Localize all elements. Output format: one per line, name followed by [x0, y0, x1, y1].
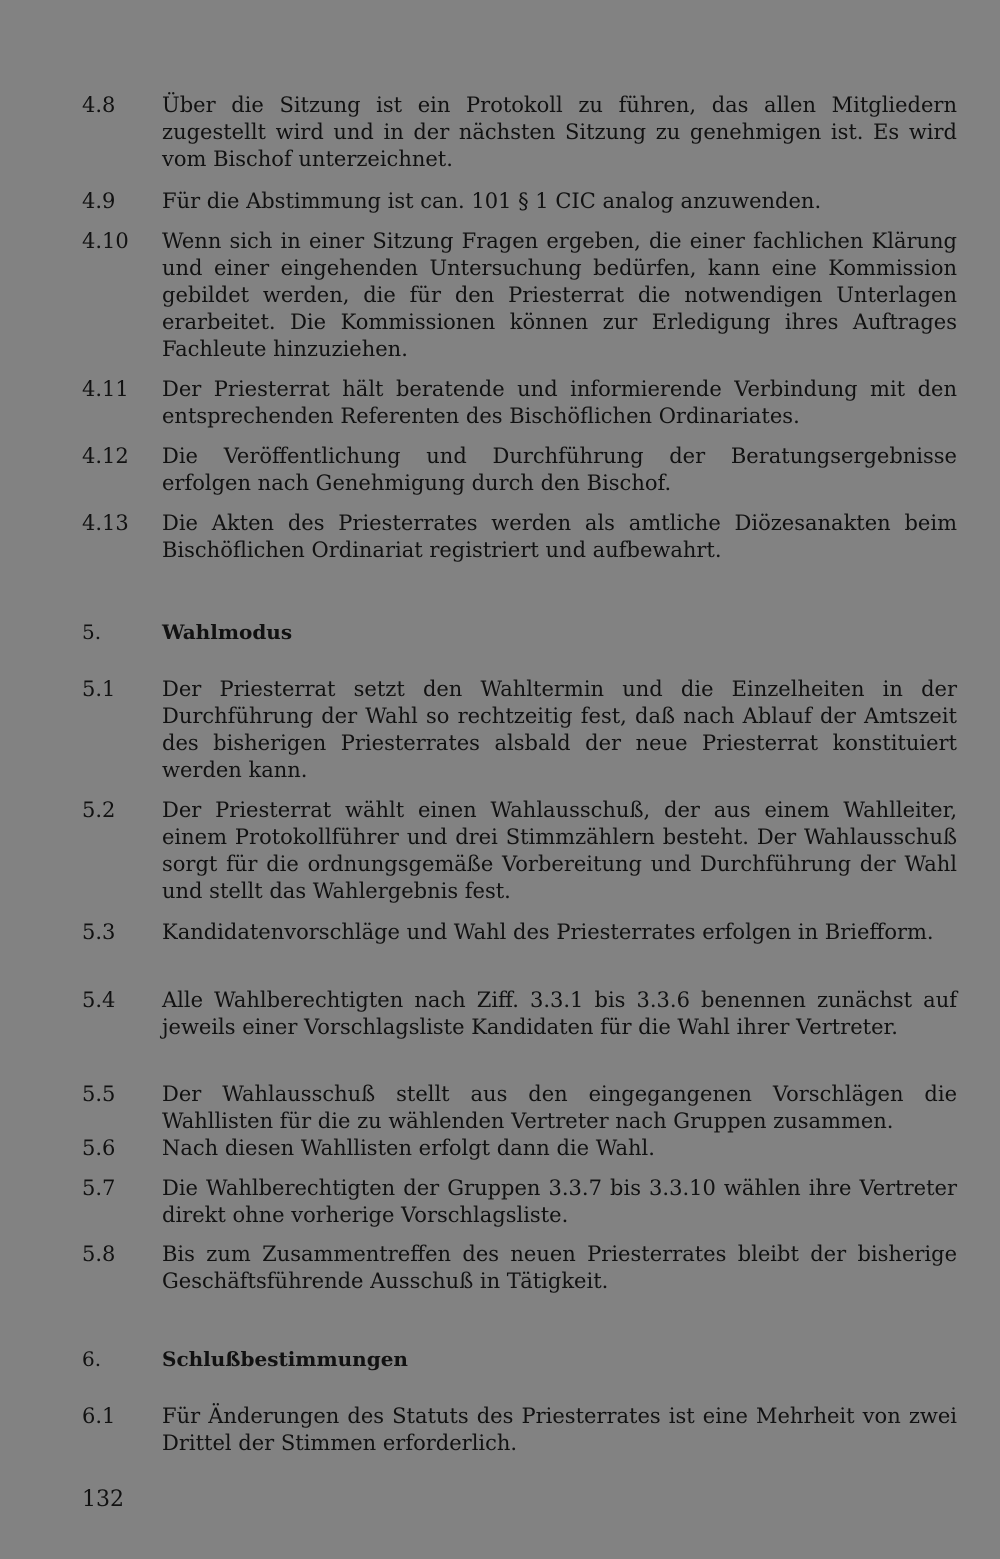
paragraph-5-8 [82, 1241, 957, 1295]
paragraph-5-6 [82, 1135, 957, 1162]
paragraph-text: Die Akten des Priesterrates werden als amtliche Diözesanakten beim Bischöflichen Ordinariat registriert und aufbewahrt. [162, 511, 957, 562]
paragraph-number: 5.8 [82, 1242, 116, 1266]
paragraph-4-13 [82, 510, 957, 564]
paragraph-4-9 [82, 188, 957, 215]
paragraph-number: 6.1 [82, 1404, 116, 1428]
paragraph-4-11 [82, 376, 957, 430]
section-title: Wahlmodus [162, 620, 293, 644]
paragraph-5-1 [82, 676, 957, 784]
paragraph-number: 5.1 [82, 677, 116, 701]
paragraph-text: Der Priesterrat setzt den Wahltermin und die Einzelheiten in der Durchführung der Wahl so rechtzeitig fest, daß nach Ablauf der Amtszeit des bisherigen Priesterrates alsbald der neue Priesterrat konstituiert werden kann. [162, 677, 957, 782]
paragraph-4-12 [82, 443, 957, 497]
paragraph-6-1 [82, 1403, 957, 1457]
paragraph-text: Die Veröffentlichung und Durchführung der Beratungsergebnisse erfolgen nach Genehmigung durch den Bischof. [162, 444, 957, 495]
paragraph-number: 5.2 [82, 798, 116, 822]
paragraph-text: Der Priesterrat wählt einen Wahlausschuß, der aus einem Wahlleiter, einem Protokollführer und drei Stimmzählern besteht. Der Wahlausschuß sorgt für die ordnungsgemäße Vorbereitung und Durchführung der Wahl und stellt das Wahlergebnis fest. [162, 798, 957, 903]
paragraph-number: 4.8 [82, 93, 116, 117]
paragraph-number: 5.7 [82, 1176, 116, 1200]
paragraph-4-10 [82, 228, 957, 363]
paragraph-5-3 [82, 919, 957, 946]
paragraph-number: 4.13 [82, 511, 129, 535]
paragraph-number: 5.6 [82, 1136, 116, 1160]
paragraph-text: Bis zum Zusammentreffen des neuen Priesterrates bleibt der bisherige Geschäftsführende Ausschuß in Tätigkeit. [162, 1242, 957, 1293]
paragraph-number: 4.11 [82, 377, 129, 401]
paragraph-text: Der Wahlausschuß stellt aus den eingegangenen Vorschlägen die Wahllisten für die zu wählenden Vertreter nach Gruppen zusammen. [162, 1082, 957, 1133]
section-number: 5. [82, 620, 102, 644]
paragraph-number: 5.3 [82, 920, 116, 944]
paragraph-number: 4.12 [82, 444, 129, 468]
paragraph-5-7 [82, 1175, 957, 1229]
paragraph-text: Nach diesen Wahllisten erfolgt dann die Wahl. [162, 1136, 655, 1160]
paragraph-5-5 [82, 1081, 957, 1135]
section-heading-6 [82, 1346, 957, 1373]
page-number: 132 [82, 1487, 124, 1512]
paragraph-text: Für die Abstimmung ist can. 101 § 1 CIC analog anzuwenden. [162, 189, 822, 213]
section-heading-5 [82, 619, 957, 646]
section-title: Schlußbestimmungen [162, 1347, 408, 1371]
section-number: 6. [82, 1347, 102, 1371]
paragraph-5-2 [82, 797, 957, 905]
paragraph-text: Kandidatenvorschläge und Wahl des Priesterrates erfolgen in Briefform. [162, 920, 934, 944]
paragraph-number: 4.10 [82, 229, 129, 253]
paragraph-5-4 [82, 987, 957, 1041]
paragraph-text: Wenn sich in einer Sitzung Fragen ergeben, die einer fachlichen Klärung und einer eingehenden Untersuchung bedürfen, kann eine Kommission gebildet werden, die für den Priesterrat die notwendigen Unterlagen erarbeitet. Die Kommissionen können zur Erledigung ihres Auftrages Fachleute hinzuziehen. [162, 229, 957, 361]
paragraph-number: 5.5 [82, 1082, 116, 1106]
paragraph-text: Die Wahlberechtigten der Gruppen 3.3.7 bis 3.3.10 wählen ihre Vertreter direkt ohne vorherige Vorschlagsliste. [162, 1176, 957, 1227]
paragraph-4-8 [82, 92, 957, 173]
paragraph-text: Für Änderungen des Statuts des Priesterrates ist eine Mehrheit von zwei Drittel der Stimmen erforderlich. [162, 1404, 957, 1455]
paragraph-text: Der Priesterrat hält beratende und informierende Verbindung mit den entsprechenden Referenten des Bischöflichen Ordinariates. [162, 377, 957, 428]
paragraph-text: Über die Sitzung ist ein Protokoll zu führen, das allen Mitgliedern zugestellt wird und in der nächsten Sitzung zu genehmigen ist. Es wird vom Bischof unterzeichnet. [162, 93, 957, 171]
paragraph-number: 4.9 [82, 189, 116, 213]
paragraph-text: Alle Wahlberechtigten nach Ziff. 3.3.1 bis 3.3.6 benennen zunächst auf jeweils einer Vorschlagsliste Kandidaten für die Wahl ihrer Vertreter. [162, 988, 957, 1039]
paragraph-number: 5.4 [82, 988, 116, 1012]
